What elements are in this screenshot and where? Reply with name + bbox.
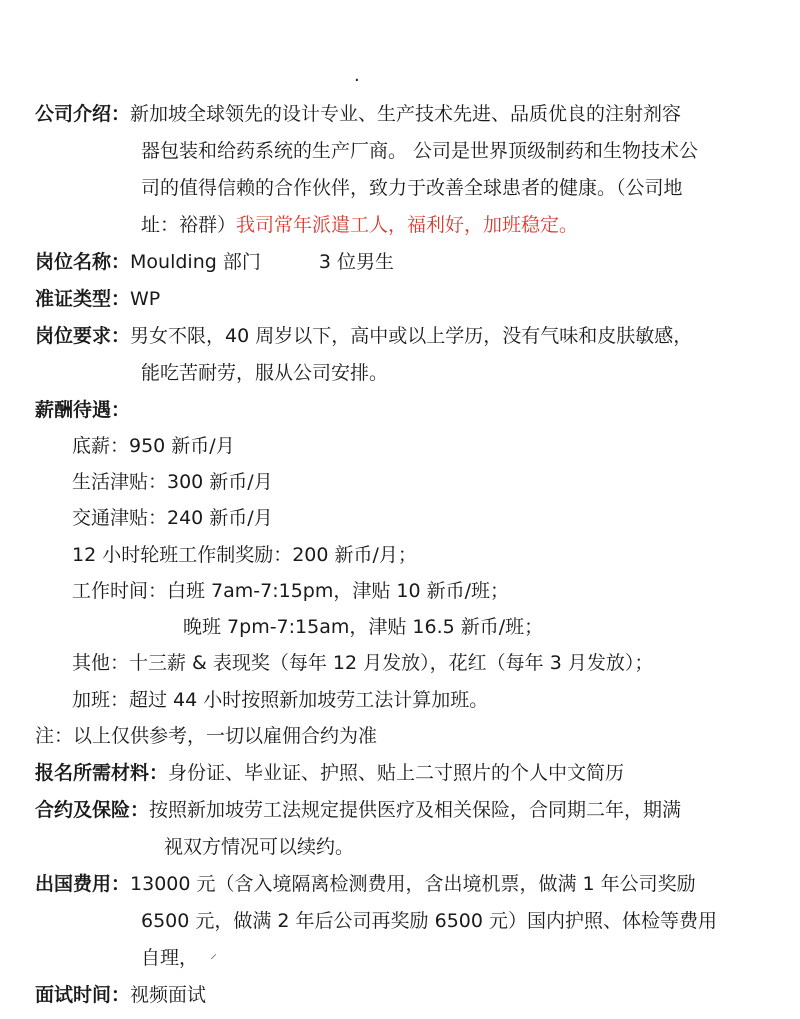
company-intro-line1 (35, 96, 772, 133)
position-label: 岗位名称： (35, 251, 131, 273)
company-intro-line3: 司的值得信赖的合作伙伴，致力于改善全球患者的健康。（公司地 (141, 177, 683, 199)
salary-row (35, 392, 772, 429)
requirements-line2: 能吃苦耐劳，服从公司安排。 (141, 362, 389, 384)
interview-row (35, 977, 772, 1014)
fees-line1 (35, 866, 772, 903)
fees-line2: 6500 元，做满 2 年后公司再奖励 6500 元）国内护照、体检等费用 (141, 910, 717, 932)
company-address: 址：裕群） (141, 214, 237, 236)
working-hours-night: 晚班 7pm-7:15am，津贴 16.5 新币/班； (183, 616, 544, 638)
position-count: 3 位男生 (318, 251, 394, 273)
materials-label: 报名所需材料： (35, 762, 169, 784)
company-intro-line2: 器包装和给药系统的生产厂商。 公司是世界顶级制药和生物技术公 (141, 140, 699, 162)
working-hours-day: 工作时间：白班 7am-7:15pm，津贴 10 新币/班； (72, 580, 510, 602)
disclaimer-note: 注：以上仅供参考，一切以雇佣合约为准 (35, 725, 378, 747)
contract-label: 合约及保险： (35, 799, 150, 821)
materials-row (35, 755, 772, 792)
salary-shift-bonus: 12 小时轮班工作制奖励：200 新币/月； (72, 544, 417, 566)
company-intro-label: 公司介绍： (35, 103, 131, 125)
salary-base: 底薪：950 新币/月 (72, 435, 235, 457)
contract-text1: 按照新加坡劳工法规定提供医疗及相关保险，合同期二年，期满 (149, 799, 682, 821)
requirements-label: 岗位要求： (35, 325, 131, 347)
position-row (35, 244, 772, 281)
salary-overtime: 加班：超过 44 小时按照新加坡劳工法计算加班。 (72, 689, 489, 711)
fees-label: 出国费用： (35, 873, 131, 895)
salary-label: 薪酬待遇： (35, 399, 131, 421)
contract-line1 (35, 792, 772, 829)
permit-row (35, 281, 772, 318)
requirements-line1 (35, 318, 772, 355)
interview-value: 视频面试 (130, 984, 207, 1006)
stray-dot: · (354, 70, 360, 91)
permit-value: WP (130, 288, 161, 310)
company-intro-line4 (141, 207, 772, 244)
salary-living-allowance: 生活津贴：300 新币/月 (72, 471, 273, 493)
fees-text3: 自理， (141, 947, 199, 969)
highlight-note: 我司常年派遣工人，福利好，加班稳定。 (236, 214, 579, 236)
permit-label: 准证类型： (35, 288, 131, 310)
salary-other: 其他：十三薪 & 表现奖（每年 12 月发放），花红（每年 3 月发放）； (72, 652, 654, 674)
contract-line2: 视双方情况可以续约。 (164, 836, 355, 858)
interview-label: 面试时间： (35, 984, 131, 1006)
company-intro-text1: 新加坡全球领先的设计专业、生产技术先进、品质优良的注射剂容 (130, 103, 682, 125)
salary-transport-allowance: 交通津贴：240 新币/月 (72, 507, 273, 529)
position-value: Moulding 部门 (130, 251, 261, 273)
materials-value: 身份证、毕业证、护照、贴上二寸照片的个人中文简历 (168, 762, 625, 784)
stray-mark: ⸍ (210, 952, 218, 968)
fees-line3 (141, 940, 772, 979)
fees-text1: 13000 元（含入境隔离检测费用，含出境机票，做满 1 年公司奖励 (130, 873, 696, 895)
requirements-text1: 男女不限，40 周岁以下，高中或以上学历，没有气味和皮肤敏感， (130, 325, 693, 347)
